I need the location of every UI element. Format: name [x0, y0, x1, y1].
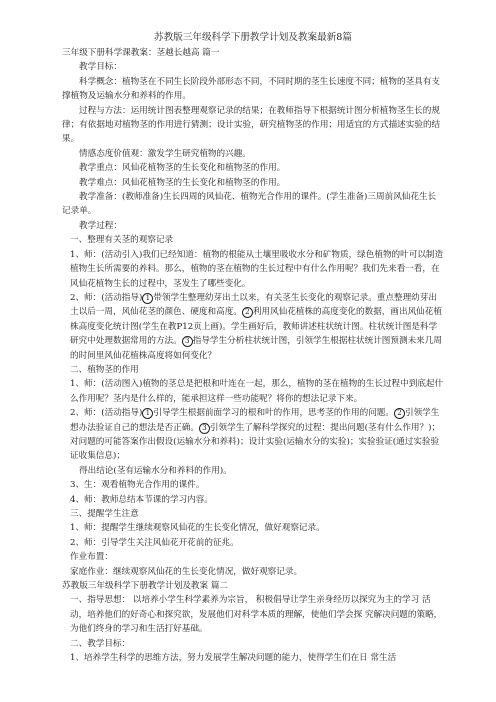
- paragraph-line: 作业布置：: [70, 552, 113, 563]
- paragraph-line: 2、师：(活动指导) 1 引导学生根据前面学习的根和叶的作用，思考茎的作用的问题。 2 引领学生想办法验证自己的想法是否正确。 3 引领学生了解科学探究的过程：提出问题(茎有什么作用？)；对问题的可能答案作出假设(运输水分和养料)；设计实验(运输水分的实验)；实验验证(通过实验验证收集信息)；: [70, 408, 441, 462]
- paragraph-line: 三年级下册科学课教案：茎越长越高 篇一: [62, 48, 220, 58]
- paragraph-line: 教学目标：: [79, 62, 122, 73]
- circled-number: 2: [394, 408, 405, 419]
- paragraph-line: 过程与方法：运用统计图表整理观察记录的结果；在教师指导下根据统计图分析植物茎生长的规律；有依据地对植物茎的作用进行猜测；设计实验，研究植物茎的作用；用适宜的方式描述实验的结果。: [62, 105, 441, 145]
- paragraph-line: 1、师：(活动引入)我们已经知道：植物的根能从土壤里吸收水分和矿物质，绿色植物的叶可以制造植物生长所需要的养料。那么，植物的茎在植物的生长过程中有什么作用呢？我们先来看一看，在风仙花植物生长的过程中，茎发生了哪些变化。: [70, 249, 444, 289]
- paragraph-line: 三、提醒学生注意: [70, 509, 139, 519]
- paragraph-line: 2、师：(活动指导) 1 带领学生整理幼芽出土以来，有关茎生长变化的观察记录。重点整理幼芽出土以后一周，风仙花茎的颜色、硬度和高度。 2 利用风仙花植株的高度变化的数据，画出风仙花植株高度变化统计图(学生在教P12页上画)。学生画好后，教师讲述柱状统计图。柱状统计图是科学研究中处理数据常用的方法。 3 指导学生分析柱状统计图，引领学生根据柱状统计图预测未来几周的时间里风仙花植株高度将如何变化？: [70, 292, 442, 361]
- paragraph-line: 二、植物茎的作用: [70, 364, 139, 375]
- paragraph-line: 一、指导思想： 以培养小学生科学素养为宗旨， 积极倡导让学生亲身经历以探究为主的学习 活动，培养他们的好奇心和探究欲，发展他们对科学本质的理解，使他们学会探 究解决问题的策略，为他们终身的学习和生活打好基础。: [70, 595, 443, 635]
- paragraph-line: 科学概念：植物茎在不同生长阶段外部形态不同，不同时期的茎生长速度不同；植物的茎具有支撑植物及运输水分和养料的作用。: [62, 76, 440, 102]
- paragraph-line: 情感态度价值观：激发学生研究植物的兴趣。: [79, 148, 251, 159]
- paragraph-line: 教学准备：(教师准备)生长四周的风仙花、植物光合作用的课件。(学生准备)三周前风仙花生长记录单。: [62, 192, 437, 217]
- paragraph-line: 苏教版三年级科学下册教学计划及教案 篇二: [62, 581, 229, 592]
- paragraph-line: 1、师：(活动图入)植物的茎总是把根和叶连在一起，那么，植物的茎在植物的生长过程中到底起什么作用呢？茎内是什么样的，能承担这样一些功能呢？将你的想法记录下来。: [70, 379, 444, 404]
- circled-number: 2: [242, 307, 253, 318]
- circled-number: 3: [182, 336, 193, 347]
- paragraph-line: 2、师：引导学生关注风仙花开花前的征兆。: [70, 537, 239, 548]
- paragraph-line: 3、生：观看植物光合作用的课件。: [70, 480, 205, 491]
- document-title: 苏教版三年级科学下册教学计划及教案最新8篇: [154, 32, 352, 43]
- paragraph-line: 1、培养学生科学的思维方法，努力发展学生解决问题的能力，使得学生们在日 常生活: [70, 653, 397, 664]
- circled-number: 1: [142, 293, 153, 304]
- paragraph-line: 4、师：教师总结本节课的学习内容。: [70, 494, 213, 505]
- document-body: [62, 46, 444, 665]
- paragraph-line: 得出结论(茎有运输水分和养料的作用)。: [79, 465, 232, 476]
- paragraph-line: 1、师：提醒学生继续观察风仙花的生长变化情况，做好观察记录。: [70, 523, 325, 534]
- paragraph-line: 二、教学目标：: [70, 638, 131, 649]
- paragraph-line: 教学难点：风仙花植物茎的生长变化和植物茎的作用。: [79, 177, 286, 188]
- paragraph-line: 教学过程：: [79, 220, 122, 231]
- circled-number: 3: [199, 423, 210, 434]
- paragraph-line: 家庭作业：继续观察风仙花的生长变化情况，做好观察记录。: [70, 566, 303, 577]
- paragraph-line: 教学重点：风仙花植物茎的生长变化和植物茎的作用。: [79, 163, 286, 174]
- circled-number: 1: [142, 408, 153, 419]
- paragraph-line: 一、整理有关茎的观察记录: [70, 235, 174, 246]
